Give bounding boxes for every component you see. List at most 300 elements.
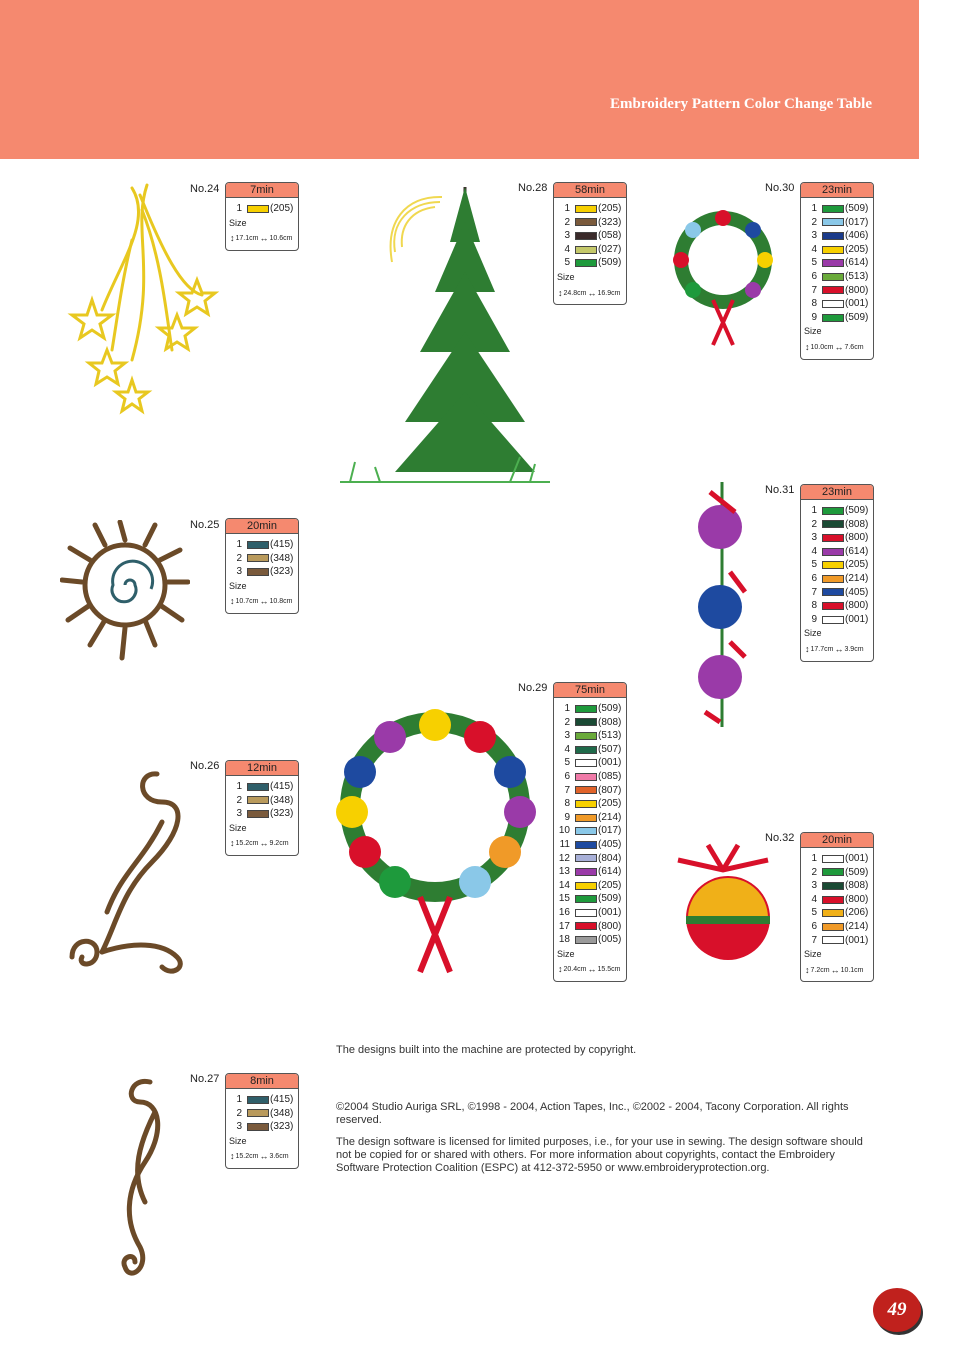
color-table	[225, 518, 299, 614]
thread-swatch	[822, 548, 844, 556]
color-step: 7	[811, 284, 817, 296]
color-row	[804, 270, 873, 284]
thread-swatch	[822, 520, 844, 528]
thread-code: (808)	[845, 518, 869, 530]
height-value: 15.2cm	[235, 1153, 259, 1161]
width-value: 9.2cm	[269, 840, 289, 848]
tree-embroidery-image	[330, 182, 560, 522]
vertical-arrow-icon: ↕	[805, 643, 810, 654]
horizontal-arrow-icon: ↔	[830, 964, 840, 975]
thread-swatch	[247, 205, 269, 213]
color-step: 1	[564, 703, 570, 714]
color-step: 2	[811, 866, 817, 878]
thread-code: (804)	[598, 852, 622, 864]
pattern-number: No.24	[190, 183, 220, 195]
thread-code: (323)	[270, 1121, 294, 1133]
thread-code: (001)	[598, 906, 622, 918]
thread-swatch	[822, 575, 844, 583]
color-row	[557, 229, 626, 243]
thread-code: (800)	[845, 532, 869, 544]
thread-code: (214)	[845, 572, 869, 584]
color-step: 4	[564, 243, 570, 255]
color-row	[804, 518, 873, 532]
size-dimensions	[226, 230, 298, 250]
color-step: 3	[236, 808, 242, 820]
width-value: 3.6cm	[269, 1153, 289, 1161]
color-step: 2	[811, 518, 817, 530]
color-step: 3	[564, 230, 570, 242]
size-dimensions	[226, 835, 298, 855]
color-step: 8	[811, 600, 817, 612]
color-row	[557, 784, 626, 798]
size-label: Size	[229, 217, 247, 228]
thread-swatch	[822, 896, 844, 904]
thread-swatch	[822, 936, 844, 944]
thread-swatch	[575, 218, 597, 226]
size-dimensions	[554, 961, 626, 981]
color-step: 11	[559, 838, 570, 850]
vertical-arrow-icon: ↕	[558, 287, 563, 298]
color-step: 9	[564, 811, 570, 823]
color-step: 18	[558, 934, 570, 946]
thread-code: (205)	[598, 798, 622, 810]
thread-swatch	[575, 922, 597, 930]
thread-code: (513)	[845, 270, 869, 282]
thread-swatch	[822, 588, 844, 596]
color-step: 9	[811, 311, 817, 323]
size-label: Size	[804, 326, 822, 337]
size-label: Size	[557, 948, 575, 959]
thread-swatch	[575, 259, 597, 267]
color-step: 1	[811, 203, 817, 214]
thread-code: (415)	[270, 1094, 294, 1105]
copyright-holders: ©2004 Studio Auriga SRL, ©1998 - 2004, Action Tapes, Inc., ©2002 - 2004, Tacony Corporation. All rights reserved.	[336, 1101, 849, 1126]
color-step: 1	[811, 853, 817, 864]
color-step: 2	[564, 216, 570, 228]
thread-code: (085)	[598, 770, 622, 782]
color-step: 8	[811, 298, 817, 310]
thread-swatch	[822, 246, 844, 254]
thread-swatch	[822, 300, 844, 308]
color-row	[804, 934, 873, 948]
stitch-time: 23min	[801, 485, 873, 500]
thread-code: (405)	[598, 838, 622, 850]
page-header	[0, 0, 919, 159]
color-step: 8	[564, 798, 570, 810]
color-step: 4	[564, 743, 570, 755]
color-row	[804, 613, 873, 627]
thread-swatch	[822, 259, 844, 267]
color-row	[557, 256, 626, 270]
sun-embroidery-image	[60, 520, 190, 665]
thread-code: (001)	[845, 298, 869, 310]
color-step: 6	[564, 770, 570, 782]
color-step: 3	[564, 730, 570, 742]
stitch-time: 20min	[801, 833, 873, 848]
color-step: 12	[558, 852, 570, 864]
thread-code: (509)	[845, 505, 869, 516]
color-step: 2	[564, 716, 570, 728]
color-row	[557, 743, 626, 757]
color-row	[229, 552, 298, 566]
color-step: 3	[811, 880, 817, 892]
thread-code: (058)	[598, 230, 622, 242]
color-row	[557, 216, 626, 230]
thread-code: (323)	[270, 808, 294, 820]
pattern-number: No.28	[518, 182, 548, 194]
color-step: 14	[558, 879, 570, 891]
color-step: 7	[564, 784, 570, 796]
color-step: 2	[236, 794, 242, 806]
pattern-number: No.29	[518, 682, 548, 694]
thread-code: (507)	[598, 743, 622, 755]
thread-swatch	[575, 909, 597, 917]
color-row	[804, 920, 873, 934]
thread-code: (800)	[845, 600, 869, 612]
thread-code: (001)	[845, 853, 869, 864]
color-table	[800, 182, 874, 360]
thread-code: (509)	[845, 203, 869, 214]
thread-code: (205)	[845, 243, 869, 255]
thread-swatch	[575, 936, 597, 944]
color-step: 1	[564, 203, 570, 214]
thread-code: (614)	[598, 866, 622, 878]
color-row	[804, 906, 873, 920]
thread-code: (513)	[598, 730, 622, 742]
horizontal-arrow-icon: ↔	[587, 964, 597, 975]
thread-code: (509)	[598, 893, 622, 905]
color-step: 6	[811, 270, 817, 282]
color-step: 3	[811, 230, 817, 242]
thread-swatch	[575, 246, 597, 254]
stitch-time: 20min	[226, 519, 298, 534]
color-row	[557, 933, 626, 947]
horizontal-arrow-icon: ↔	[587, 287, 597, 298]
pattern-number: No.32	[765, 832, 795, 844]
color-row	[557, 716, 626, 730]
color-step: 17	[558, 920, 570, 932]
color-row	[804, 558, 873, 572]
thread-swatch	[247, 810, 269, 818]
color-row	[804, 893, 873, 907]
thread-swatch	[575, 854, 597, 862]
color-row	[229, 1107, 298, 1121]
thread-swatch	[575, 759, 597, 767]
color-row	[557, 756, 626, 770]
color-row	[229, 1120, 298, 1134]
color-table	[800, 484, 874, 662]
ornament-wreath-small-image	[668, 205, 778, 350]
color-row	[557, 811, 626, 825]
thread-swatch	[822, 882, 844, 890]
thread-swatch	[575, 705, 597, 713]
color-step: 6	[811, 920, 817, 932]
thread-code: (027)	[598, 243, 622, 255]
thread-code: (800)	[845, 284, 869, 296]
thread-code: (509)	[598, 703, 622, 714]
thread-code: (001)	[845, 613, 869, 625]
thread-code: (509)	[598, 257, 622, 269]
color-step: 10	[558, 825, 570, 837]
stitch-time: 58min	[554, 183, 626, 198]
color-row	[804, 229, 873, 243]
color-row	[557, 797, 626, 811]
thread-swatch	[575, 895, 597, 903]
size-dimensions	[554, 285, 626, 305]
color-table	[225, 1073, 299, 1169]
stitch-time: 12min	[226, 761, 298, 776]
color-row	[804, 297, 873, 311]
copyright-notice: The designs built into the machine are protected by copyright.	[336, 1044, 637, 1056]
color-row	[804, 216, 873, 230]
vertical-arrow-icon: ↕	[230, 596, 235, 607]
color-row	[557, 729, 626, 743]
height-value: 20.4cm	[563, 966, 587, 974]
thread-swatch	[822, 855, 844, 863]
size-label: Size	[804, 949, 822, 960]
thread-swatch	[822, 561, 844, 569]
thread-code: (205)	[598, 203, 622, 214]
color-step: 3	[236, 1121, 242, 1133]
color-table	[225, 182, 299, 251]
thread-swatch	[822, 507, 844, 515]
thread-code: (323)	[270, 566, 294, 578]
color-row	[557, 243, 626, 257]
color-row	[804, 504, 873, 518]
thread-code: (405)	[845, 586, 869, 598]
pattern-number: No.27	[190, 1073, 220, 1085]
color-step: 4	[811, 893, 817, 905]
stars-embroidery-image	[62, 180, 222, 420]
thread-swatch	[822, 205, 844, 213]
color-row	[557, 202, 626, 216]
single-ornament-image	[658, 840, 788, 965]
color-row	[804, 599, 873, 613]
color-row	[557, 892, 626, 906]
color-row	[229, 794, 298, 808]
size-label: Size	[229, 1135, 247, 1146]
color-step: 13	[558, 866, 570, 878]
color-step: 2	[811, 216, 817, 228]
color-row	[804, 243, 873, 257]
thread-swatch	[247, 541, 269, 549]
vertical-arrow-icon: ↕	[805, 341, 810, 352]
size-label: Size	[804, 628, 822, 639]
thread-code: (415)	[270, 539, 294, 550]
vertical-arrow-icon: ↕	[558, 964, 563, 975]
horizontal-arrow-icon: ↔	[834, 643, 844, 654]
color-row	[804, 311, 873, 325]
page-number: 49	[873, 1288, 921, 1332]
vertical-arrow-icon: ↕	[805, 964, 810, 975]
color-row	[804, 256, 873, 270]
color-row	[557, 852, 626, 866]
color-row	[557, 879, 626, 893]
thread-code: (800)	[845, 893, 869, 905]
height-value: 17.1cm	[235, 235, 259, 243]
thread-swatch	[822, 616, 844, 624]
size-dimensions	[801, 339, 873, 359]
page-title: Embroidery Pattern Color Change Table	[610, 96, 872, 112]
thread-swatch	[575, 841, 597, 849]
thread-code: (406)	[845, 230, 869, 242]
thread-swatch	[575, 732, 597, 740]
color-step: 2	[236, 1107, 242, 1119]
color-row	[557, 824, 626, 838]
color-row	[804, 866, 873, 880]
thread-swatch	[247, 568, 269, 576]
size-label: Size	[557, 271, 575, 282]
thread-swatch	[247, 1109, 269, 1117]
thread-swatch	[822, 602, 844, 610]
thread-code: (214)	[845, 920, 869, 932]
color-row	[229, 1093, 298, 1107]
thread-code: (807)	[598, 784, 622, 796]
color-row	[557, 906, 626, 920]
pattern-number: No.30	[765, 182, 795, 194]
color-row	[229, 565, 298, 579]
color-step: 1	[236, 781, 242, 792]
thread-swatch	[575, 773, 597, 781]
thread-code: (348)	[270, 552, 294, 564]
thread-code: (214)	[598, 811, 622, 823]
thread-swatch	[247, 1096, 269, 1104]
color-row	[557, 770, 626, 784]
size-label: Size	[229, 822, 247, 833]
horizontal-arrow-icon: ↔	[259, 1151, 269, 1162]
vertical-arrow-icon: ↕	[230, 838, 235, 849]
thread-code: (808)	[845, 880, 869, 892]
color-step: 1	[236, 1094, 242, 1105]
color-step: 1	[236, 539, 242, 550]
thread-swatch	[575, 868, 597, 876]
horizontal-arrow-icon: ↔	[259, 233, 269, 244]
thread-code: (001)	[845, 934, 869, 946]
color-row	[557, 702, 626, 716]
color-step: 1	[236, 203, 242, 214]
thread-swatch	[822, 534, 844, 542]
thread-swatch	[247, 783, 269, 791]
color-row	[557, 920, 626, 934]
color-step: 6	[811, 572, 817, 584]
license-text: The design software is licensed for limited purposes, i.e., for your use in sewing. The design software should not be copied for or shared with others. For more information about copyrights, contact the Embroidery Software Protection Coalition (ESPC) at 412-372-5950 or www.embroideryprotection.org.	[336, 1136, 863, 1174]
thread-swatch	[575, 232, 597, 240]
color-step: 2	[236, 552, 242, 564]
thread-code: (509)	[845, 311, 869, 323]
color-step: 3	[811, 532, 817, 544]
color-table	[800, 832, 874, 982]
thread-swatch	[575, 882, 597, 890]
swirl-corner-embroidery-image	[62, 762, 192, 977]
color-row	[229, 807, 298, 821]
stitch-time: 8min	[226, 1074, 298, 1089]
thread-swatch	[822, 868, 844, 876]
thread-code: (348)	[270, 794, 294, 806]
thread-swatch	[822, 314, 844, 322]
color-row	[557, 838, 626, 852]
size-dimensions	[801, 641, 873, 661]
color-step: 9	[811, 613, 817, 625]
color-step: 5	[811, 257, 817, 269]
color-row	[804, 586, 873, 600]
thread-swatch	[575, 800, 597, 808]
thread-swatch	[822, 909, 844, 917]
thread-swatch	[575, 746, 597, 754]
color-row	[229, 202, 298, 216]
thread-code: (509)	[845, 866, 869, 878]
thread-swatch	[247, 554, 269, 562]
stitch-time: 7min	[226, 183, 298, 198]
size-label: Size	[229, 580, 247, 591]
thread-code: (206)	[845, 907, 869, 919]
height-value: 15.2cm	[235, 840, 259, 848]
color-row	[804, 202, 873, 216]
swirl-vertical-embroidery-image	[110, 1072, 170, 1287]
width-value: 7.6cm	[844, 343, 864, 351]
width-value: 10.6cm	[269, 235, 293, 243]
height-value: 10.7cm	[235, 598, 259, 606]
pattern-number: No.26	[190, 760, 220, 772]
ornament-wreath-large-image	[330, 697, 545, 977]
thread-code: (415)	[270, 781, 294, 792]
horizontal-arrow-icon: ↔	[259, 838, 269, 849]
thread-code: (614)	[845, 545, 869, 557]
height-value: 17.7cm	[810, 645, 834, 653]
thread-swatch	[247, 1123, 269, 1131]
color-step: 4	[811, 545, 817, 557]
color-step: 5	[811, 907, 817, 919]
stitch-time: 23min	[801, 183, 873, 198]
thread-swatch	[822, 923, 844, 931]
color-row	[229, 538, 298, 552]
color-table	[553, 182, 627, 305]
thread-swatch	[247, 796, 269, 804]
color-step: 16	[558, 906, 570, 918]
thread-code: (800)	[598, 920, 622, 932]
width-value: 3.9cm	[844, 645, 864, 653]
vertical-arrow-icon: ↕	[230, 1151, 235, 1162]
stitch-time: 75min	[554, 683, 626, 698]
thread-code: (017)	[598, 825, 622, 837]
color-table	[553, 682, 627, 982]
size-dimensions	[226, 1148, 298, 1168]
color-row	[804, 531, 873, 545]
color-row	[804, 879, 873, 893]
color-table	[225, 760, 299, 856]
thread-swatch	[822, 218, 844, 226]
thread-swatch	[822, 232, 844, 240]
color-row	[804, 852, 873, 866]
horizontal-arrow-icon: ↔	[259, 596, 269, 607]
color-step: 7	[811, 934, 817, 946]
size-dimensions	[226, 593, 298, 613]
thread-swatch	[822, 286, 844, 294]
color-step: 5	[564, 257, 570, 269]
color-step: 1	[811, 505, 817, 516]
thread-swatch	[822, 273, 844, 281]
color-row	[804, 572, 873, 586]
height-value: 24.8cm	[563, 289, 587, 297]
width-value: 15.5cm	[597, 966, 621, 974]
color-step: 5	[564, 757, 570, 769]
thread-swatch	[575, 786, 597, 794]
horizontal-arrow-icon: ↔	[834, 341, 844, 352]
thread-code: (614)	[845, 257, 869, 269]
height-value: 7.2cm	[810, 966, 830, 974]
thread-swatch	[575, 718, 597, 726]
pattern-number: No.25	[190, 519, 220, 531]
thread-code: (205)	[598, 879, 622, 891]
